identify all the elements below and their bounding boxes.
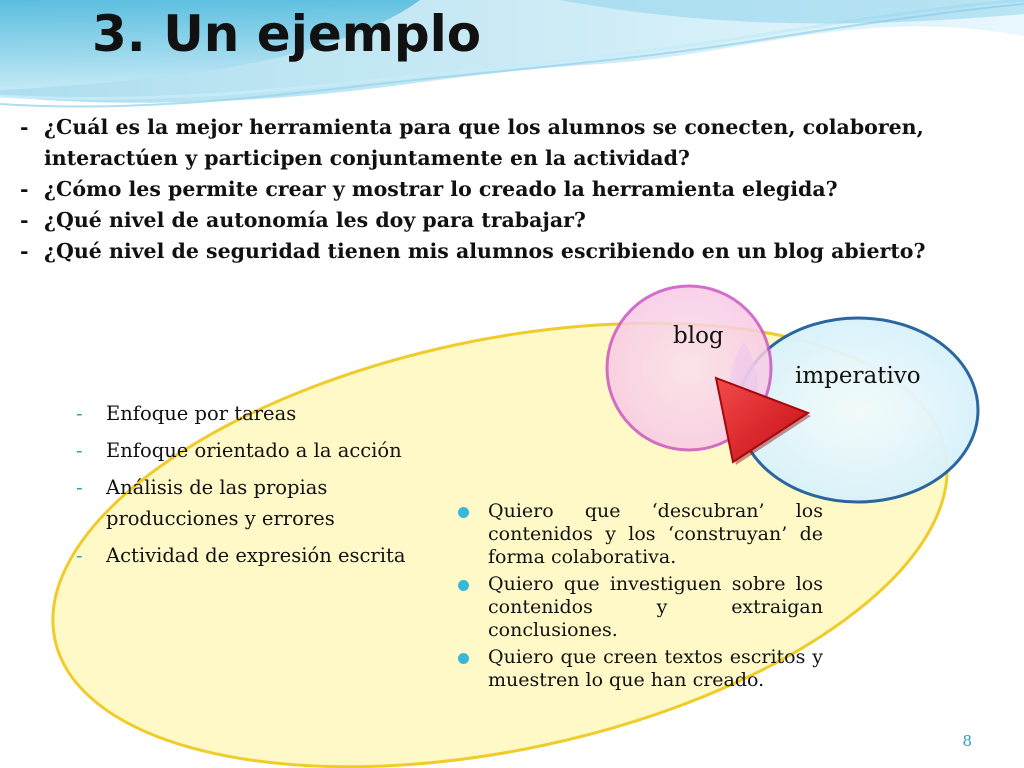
approach-item	[76, 472, 376, 534]
cyan-dot-bullet-icon	[458, 507, 469, 518]
questions-list	[20, 112, 1020, 267]
approach-text: Análisis de las propias producciones y errores	[106, 476, 335, 530]
slide-title: 3. Un ejemplo	[92, 5, 482, 63]
goal-text: Quiero que creen textos escritos y muestren lo que han creado.	[488, 646, 823, 691]
approach-text: Actividad de expresión escrita	[106, 544, 406, 567]
goal-text: Quiero que investiguen sobre los contenidos y extraigan conclusiones.	[488, 573, 823, 641]
approach-item	[76, 540, 446, 571]
question-text: ¿Qué nivel de autonomía les doy para trabajar?	[44, 208, 586, 232]
approach-item	[76, 398, 446, 429]
dash-marker: -	[76, 544, 83, 567]
approach-text: Enfoque por tareas	[106, 402, 297, 425]
question-text: ¿Cuál es la mejor herramienta para que los alumnos se conecten, colaboren, interactúen y participen conjuntamente en la actividad?	[44, 115, 924, 170]
goals-list	[456, 500, 823, 696]
goal-item	[456, 646, 823, 692]
dash-marker: -	[76, 402, 83, 425]
approach-item	[76, 435, 446, 466]
question-item	[20, 236, 1020, 267]
venn-label-blog: blog	[673, 323, 724, 349]
dash-marker: -	[20, 208, 29, 232]
dash-marker: -	[20, 177, 29, 201]
question-text: ¿Cómo les permite crear y mostrar lo creado la herramienta elegida?	[44, 177, 838, 201]
page-number: 8	[962, 732, 972, 750]
dash-marker: -	[76, 476, 83, 499]
approach-text: Enfoque orientado a la acción	[106, 439, 402, 462]
goal-text: Quiero que ‘descubran’ los contenidos y los ‘construyan’ de forma colaborativa.	[488, 500, 823, 568]
goal-item	[456, 500, 823, 569]
goal-item	[456, 573, 823, 642]
cyan-dot-bullet-icon	[458, 653, 469, 664]
approaches-list	[76, 398, 446, 577]
dash-marker: -	[20, 115, 29, 139]
dash-marker: -	[76, 439, 83, 462]
dash-marker: -	[20, 239, 29, 263]
question-item	[20, 205, 1020, 236]
cyan-dot-bullet-icon	[458, 580, 469, 591]
question-text: ¿Qué nivel de seguridad tienen mis alumnos escribiendo en un blog abierto?	[44, 239, 926, 263]
question-item	[20, 174, 1020, 205]
venn-label-imperativo: imperativo	[795, 363, 921, 389]
question-item	[20, 112, 1020, 174]
